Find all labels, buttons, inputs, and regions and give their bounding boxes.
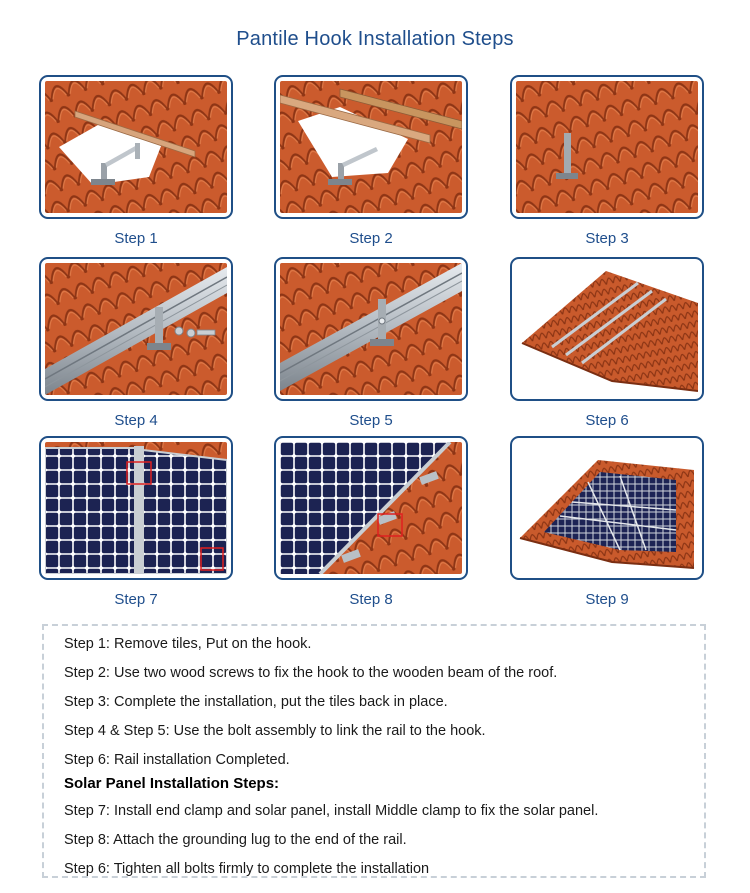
instruction-line: Step 8: Attach the grounding lug to the end of the rail. <box>64 832 407 848</box>
step-2-illustration <box>280 81 462 213</box>
step-2-caption: Step 2 <box>349 230 393 247</box>
instruction-line: Step 1: Remove tiles, Put on the hook. <box>64 636 312 652</box>
instruction-line: Step 6: Tighten all bolts firmly to complete the installation <box>64 861 430 877</box>
step-6-card <box>510 257 704 429</box>
step-5-image-frame <box>274 257 468 401</box>
instruction-line: Step 7: Install end clamp and solar panel, install Middle clamp to fix the solar panel. <box>64 803 599 819</box>
step-5-caption: Step 5 <box>349 412 393 429</box>
step-8-illustration <box>280 442 462 574</box>
step-1-illustration <box>45 81 227 213</box>
instruction-line: Step 6: Rail installation Completed. <box>64 752 290 768</box>
step-9-image-frame <box>510 436 704 580</box>
step-2-card <box>274 75 468 247</box>
instruction-line: Step 4 & Step 5: Use the bolt assembly to link the rail to the hook. <box>64 723 486 739</box>
step-4-caption: Step 4 <box>114 412 158 429</box>
step-1-card <box>39 75 233 247</box>
step-7-card <box>39 436 233 608</box>
panel-steps-heading: Solar Panel Installation Steps: <box>64 775 280 792</box>
step-2-image-frame <box>274 75 468 219</box>
step-7-illustration <box>45 442 227 574</box>
step-4-card <box>39 257 233 429</box>
instructions-box <box>42 624 706 878</box>
step-9-caption: Step 9 <box>585 591 629 608</box>
step-8-card <box>274 436 468 608</box>
step-3-image-frame <box>510 75 704 219</box>
step-3-caption: Step 3 <box>585 230 629 247</box>
step-8-caption: Step 8 <box>349 591 393 608</box>
step-7-image-frame <box>39 436 233 580</box>
page-title: Pantile Hook Installation Steps <box>236 28 514 50</box>
instruction-line: Step 3: Complete the installation, put the tiles back in place. <box>64 694 448 710</box>
instruction-line: Step 2: Use two wood screws to fix the hook to the wooden beam of the roof. <box>64 665 558 681</box>
step-4-image-frame <box>39 257 233 401</box>
step-1-image-frame <box>39 75 233 219</box>
step-6-caption: Step 6 <box>585 412 629 429</box>
step-6-image-frame <box>510 257 704 401</box>
step-8-image-frame <box>274 436 468 580</box>
step-9-card <box>510 436 704 608</box>
step-4-illustration <box>45 263 227 395</box>
step-3-illustration <box>516 81 698 213</box>
step-5-card <box>274 257 468 429</box>
step-1-caption: Step 1 <box>114 230 158 247</box>
step-7-caption: Step 7 <box>114 591 158 608</box>
step-3-card <box>510 75 704 247</box>
step-9-illustration <box>516 442 698 574</box>
step-5-illustration <box>280 263 462 395</box>
step-6-illustration <box>516 263 698 395</box>
